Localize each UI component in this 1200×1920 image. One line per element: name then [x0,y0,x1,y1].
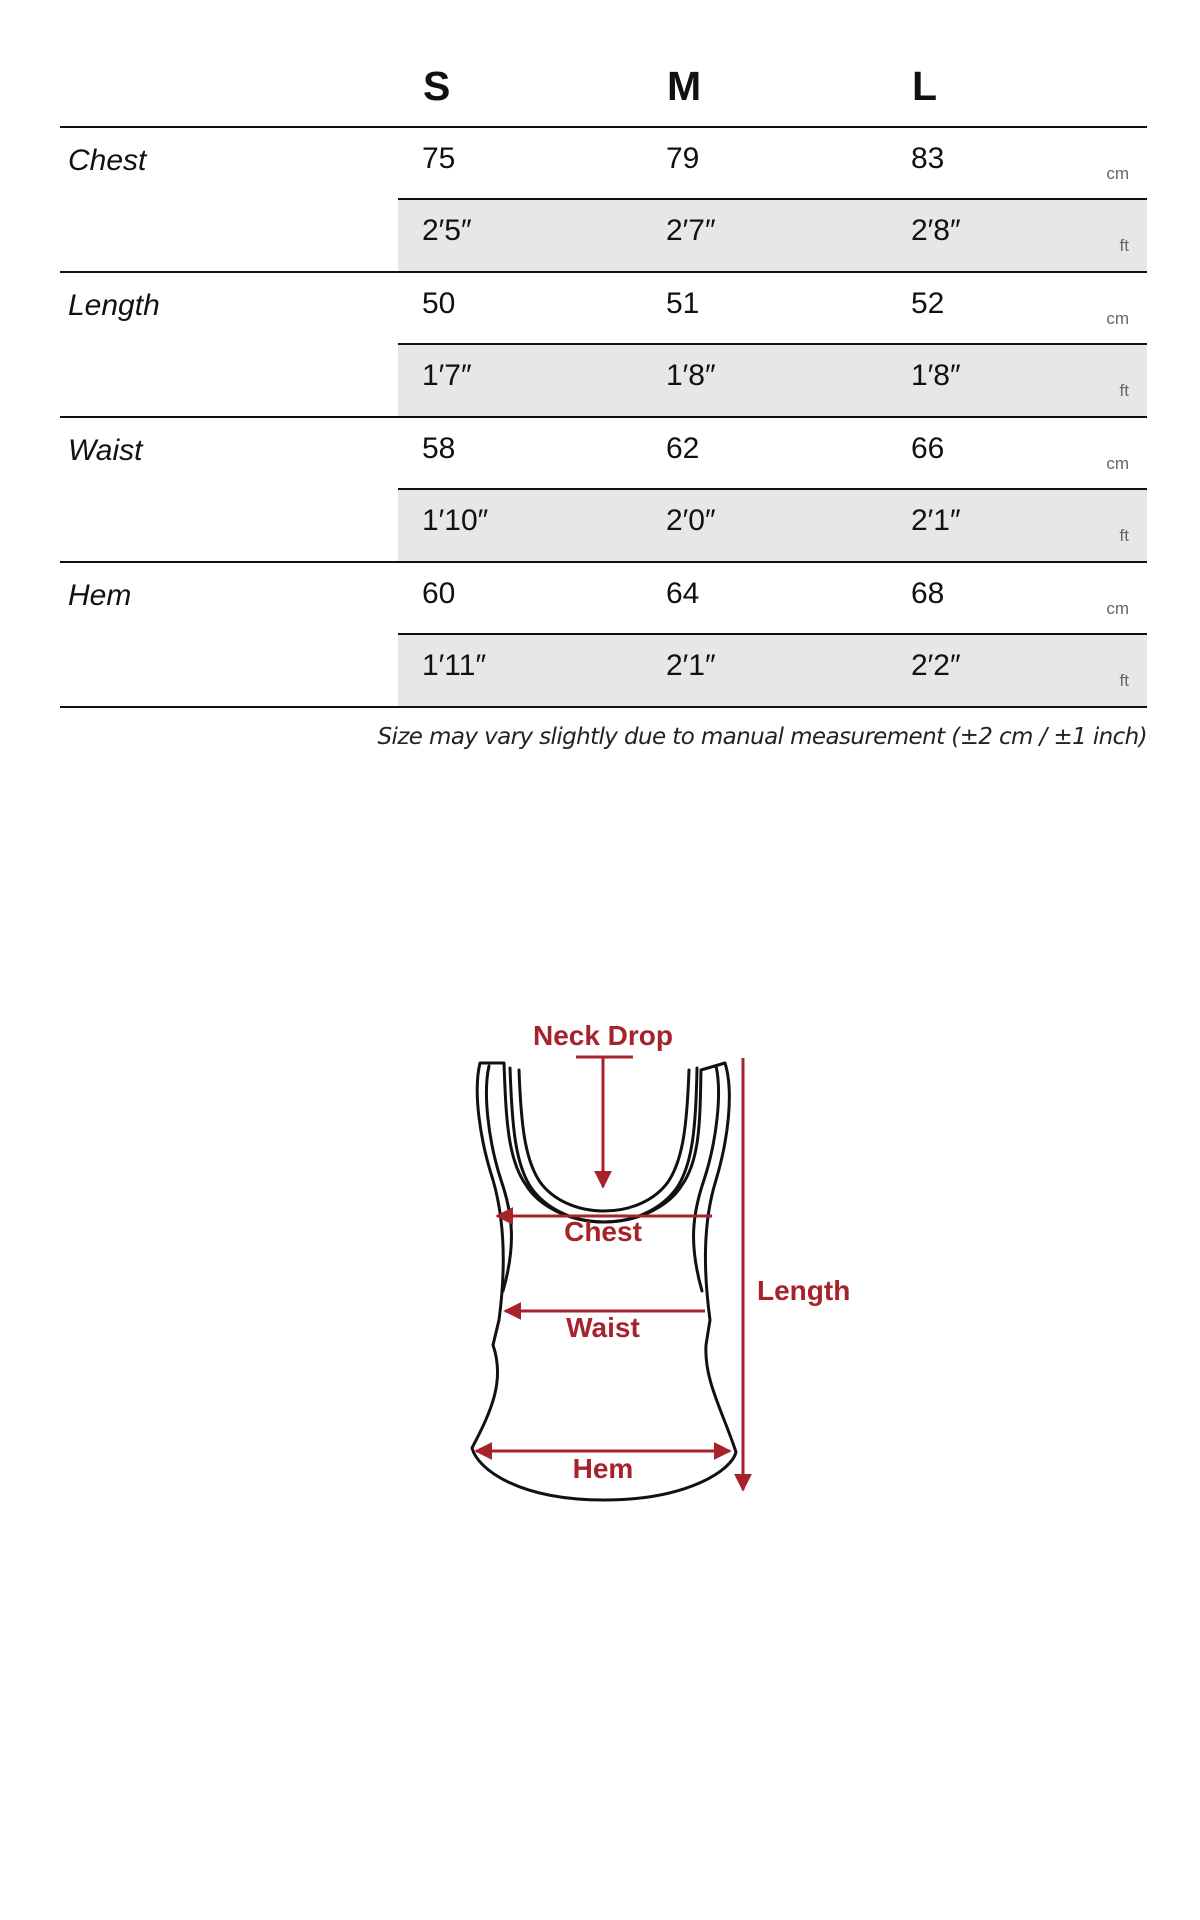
ft-value: 2′1″ [911,504,961,537]
waist-label: Waist [566,1312,640,1343]
ft-value: 1′10″ [422,504,489,537]
size-header-s: S [423,63,451,109]
measurement-group-hem [60,563,1147,708]
measurement-group-waist [60,418,1147,563]
size-header-l: L [912,63,938,109]
unit-cm: cm [1106,454,1129,473]
unit-cm: cm [1106,599,1129,618]
ft-value: 2′0″ [666,504,716,537]
ft-value: 1′7″ [422,359,472,392]
measurement-group-chest [60,128,1147,273]
cm-value: 66 [911,432,945,465]
unit-cm: cm [1106,164,1129,183]
unit-ft: ft [1119,671,1129,690]
ft-value: 2′1″ [666,649,716,682]
ft-value: 1′8″ [666,359,716,392]
ft-row [398,635,1147,706]
unit-cm: cm [1106,309,1129,328]
measurement-label: Length [68,289,160,322]
cm-row [398,563,1147,635]
unit-ft: ft [1119,526,1129,545]
cm-value: 60 [422,577,456,610]
ft-value: 2′5″ [422,214,472,247]
tank-top-icon [472,1063,736,1500]
length-label: Length [757,1275,851,1306]
unit-ft: ft [1119,236,1129,255]
ft-row [398,200,1147,271]
cm-value: 51 [666,287,700,320]
unit-ft: ft [1119,381,1129,400]
cm-row [398,418,1147,490]
ft-value: 1′8″ [911,359,961,392]
size-header-row [60,0,1147,128]
cm-value: 83 [911,142,945,175]
measurement-label: Hem [68,579,132,612]
cm-row [398,273,1147,345]
neck-drop-label: Neck Drop [532,1020,674,1051]
cm-value: 52 [911,287,945,320]
ft-row [398,345,1147,416]
cm-value: 62 [666,432,700,465]
ft-value: 2′7″ [666,214,716,247]
cm-value: 64 [666,577,700,610]
size-chart-table [60,0,1147,708]
cm-value: 68 [911,577,945,610]
measurement-label: Chest [68,144,147,177]
hem-label: Hem [572,1453,634,1484]
ft-value: 2′2″ [911,649,961,682]
cm-value: 75 [422,142,456,175]
measurement-note: Size may vary slightly due to manual measurement (±2 cm / ±1 inch) [377,724,1147,750]
ft-row [398,490,1147,561]
ft-value: 2′8″ [911,214,961,247]
cm-row [398,128,1147,200]
measurement-label: Waist [68,434,143,467]
chest-label: Chest [564,1216,642,1247]
measurement-group-length [60,273,1147,418]
ft-value: 1′11″ [422,649,487,682]
size-header-m: M [667,63,702,109]
cm-value: 58 [422,432,456,465]
cm-value: 50 [422,287,456,320]
cm-value: 79 [666,142,700,175]
